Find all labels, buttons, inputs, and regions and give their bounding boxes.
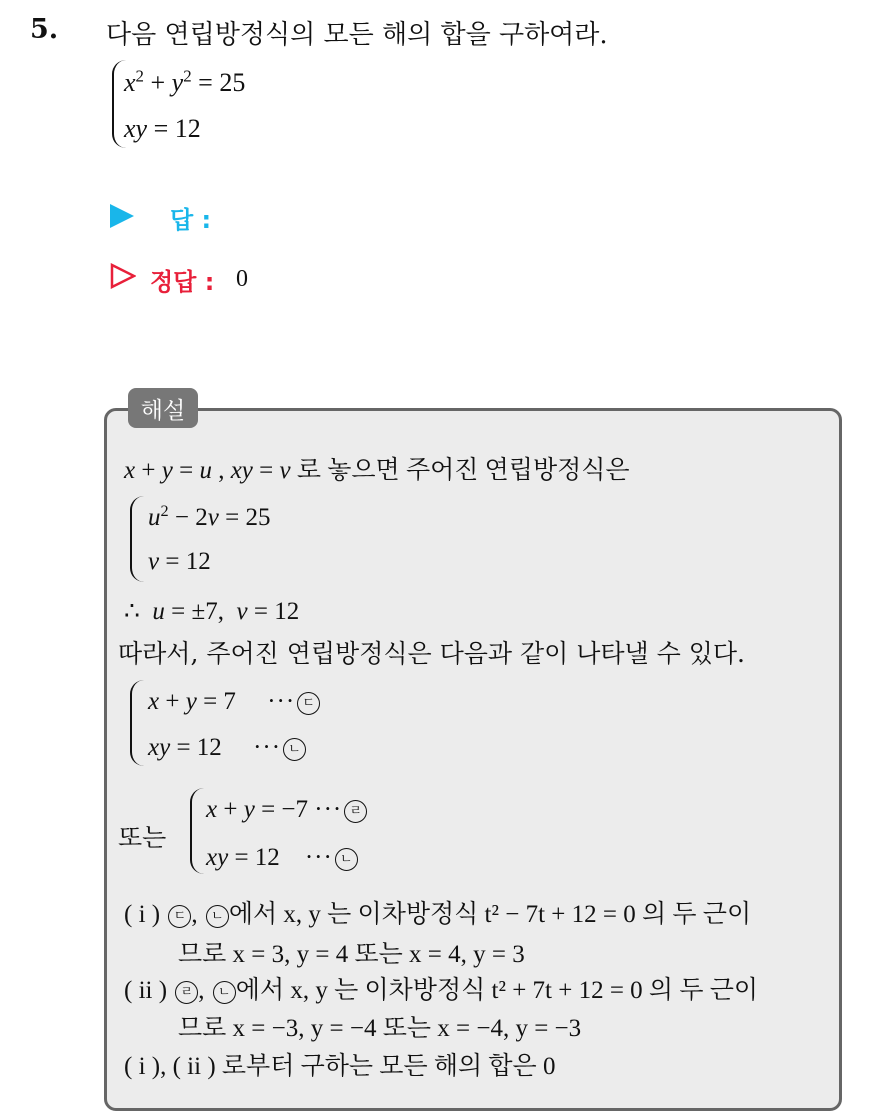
circled-rieul: ㄹ [344, 800, 367, 823]
circled-nieun-2: ㄴ [335, 848, 358, 871]
system-b-line-2: xy = 12 ··· ㄴ [206, 844, 358, 872]
case-1-line-1: ( i ) ㄷ , ㄴ 에서 x, y 는 이차방정식 t² − 7t + 12 = 0 의 두 근이 [124, 901, 752, 928]
correct-play-outline-icon [110, 263, 136, 289]
system-equation-1: $x^2 + y^2 = 25$ [124, 66, 246, 97]
case-2-text: 에서 x, y 는 이차방정식 t² + 7t + 12 = 0 의 두 근이 [235, 977, 759, 1004]
system-a-brace [130, 680, 146, 766]
ttarasu-line: 따라서, 주어진 연립방정식은 다음과 같이 나타낼 수 있다. [118, 639, 745, 668]
circled-rieul-ref: ㄹ [175, 981, 198, 1004]
therefore-line: ∴ u = ±7, v = 12 [124, 598, 300, 625]
question-number: 5. [30, 14, 59, 45]
case-1-line-2: 므로 x = 3, y = 4 또는 x = 4, y = 3 [178, 941, 525, 968]
system-b-line-1: x + y = −7 ··· ㄹ [206, 796, 367, 824]
conclusion-line: ( i ), ( ii ) 로부터 구하는 모든 해의 합은 0 [124, 1053, 556, 1080]
roman-ii: ( ii ) [124, 977, 168, 1004]
roman-i: ( i ) [124, 901, 161, 928]
system-equation-2: xy = 12 [124, 114, 201, 143]
answer-label: 답 : [170, 206, 212, 234]
case-1-text: 에서 x, y 는 이차방정식 t² − 7t + 12 = 0 의 두 근이 [228, 901, 752, 928]
system-b-brace [190, 788, 206, 874]
sub-system-line-1: $u^2 - 2v = 25$ [148, 502, 271, 531]
circled-digeut: ㄷ [297, 692, 320, 715]
explanation-intro: x + y = u , xy = v 로 놓으면 주어진 연립방정식은 [124, 457, 630, 484]
system-a-line-2: xy = 12 ··· ㄴ [148, 734, 306, 762]
question-text: 다음 연립방정식의 모든 해의 합을 구하여라. [106, 20, 608, 50]
sub-system-line-2: v = 12 [148, 548, 211, 575]
circled-nieun-ref-2: ㄴ [213, 981, 236, 1004]
circled-nieun: ㄴ [283, 738, 306, 761]
case-2-line-2: 므로 x = −3, y = −4 또는 x = −4, y = −3 [178, 1015, 582, 1042]
intro-suffix: 로 놓으면 주어진 연립방정식은 [296, 457, 630, 484]
or-label: 또는 [118, 823, 167, 852]
correct-answer-value: 0 [236, 266, 248, 292]
system-a-line-1: x + y = 7 ··· ㄷ [148, 688, 320, 716]
case-2-line-1: ( ii ) ㄹ , ㄴ 에서 x, y 는 이차방정식 t² + 7t + 12 = 0 의 두 근이 [124, 977, 759, 1004]
explanation-tag: 해설 [128, 388, 198, 428]
circled-digeut-ref: ㄷ [168, 905, 191, 928]
circled-nieun-ref: ㄴ [206, 905, 229, 928]
correct-answer-label: 정답 : [150, 268, 215, 296]
answer-play-icon [110, 204, 134, 228]
sub-system-brace [130, 496, 146, 582]
